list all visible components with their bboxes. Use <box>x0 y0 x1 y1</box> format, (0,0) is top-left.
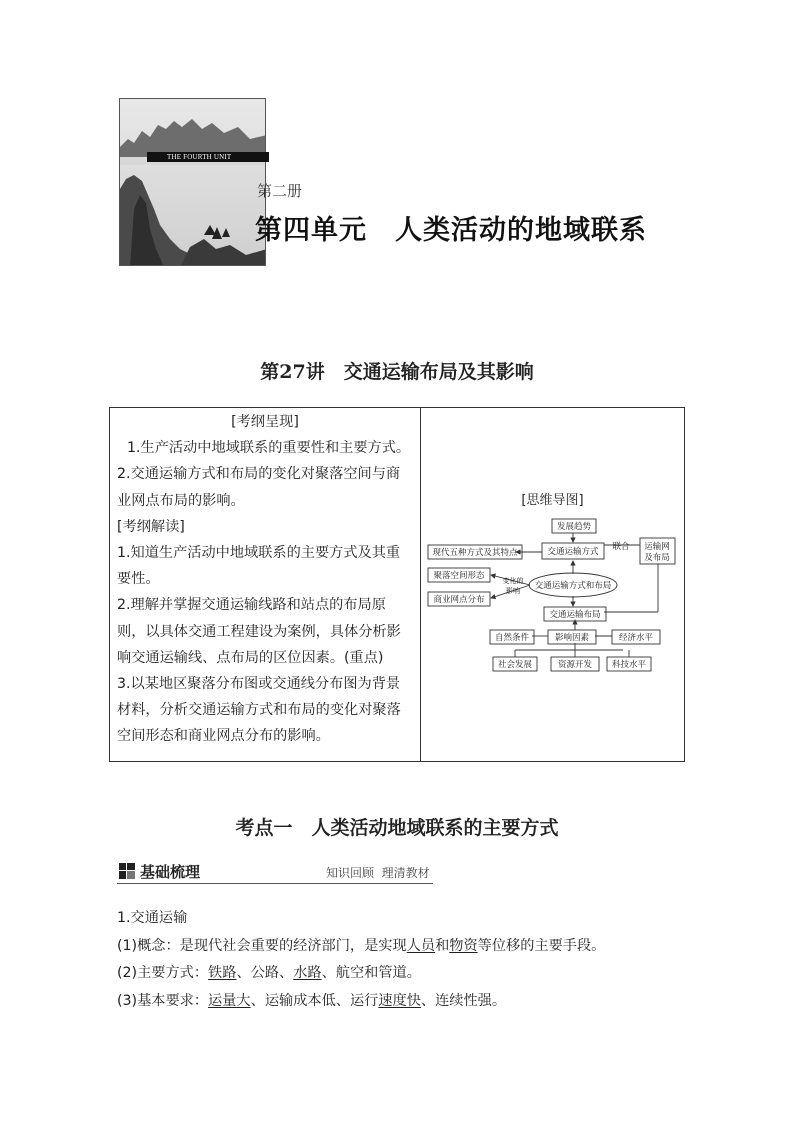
body-line: (2)主要方式：铁路、公路、水路、航空和管道。 <box>117 965 421 981</box>
node-trend: 发展趋势 <box>556 522 592 532</box>
node-network: 运输网 <box>644 542 670 552</box>
lecture-title: 第27讲 交通运输布局及其影响 <box>260 361 534 383</box>
answer-blank: 物资 <box>449 937 478 954</box>
mindmap-heading: [思维导图] <box>521 493 584 508</box>
answer-blank: 人员 <box>406 937 436 954</box>
answer-blank: 速度快 <box>378 992 421 1009</box>
outline-heading-interpretation: [考纲解读] <box>117 518 185 535</box>
outline-item: 1.生产活动中地域联系的重要性和主要方式。 <box>127 440 411 457</box>
answer-blank: 铁路 <box>208 965 237 981</box>
outline-column <box>117 409 413 750</box>
basics-label: 基础梳理 <box>140 863 201 881</box>
answer-blank: 运量大 <box>208 992 251 1009</box>
book-label: 第二册 <box>257 182 303 200</box>
node-impact: 影响 <box>506 587 520 595</box>
unit-cover-image <box>119 98 266 266</box>
unit-banner: THE FOURTH UNIT <box>147 152 269 162</box>
outline-item: 2.交通运输方式和布局的变化对聚落空间与商业网点布局的影响。 <box>117 466 401 509</box>
node-economy: 经济水平 <box>618 633 654 643</box>
body-line: (1)概念：是现代社会重要的经济部门，是实现人员和物资等位移的主要手段。 <box>117 937 606 954</box>
body-line: 1.交通运输 <box>117 910 188 926</box>
node-layout: 交通运输布局 <box>549 610 601 620</box>
body-text <box>117 905 687 1015</box>
table-divider <box>420 407 421 762</box>
node-center: 交通运输方式和布局 <box>534 581 612 591</box>
basics-icon <box>119 863 135 879</box>
outline-item: 2.理解并掌握交通运输线路和站点的布局原则，以具体交通工程建设为案例，具体分析影响交通运输线、点布局的区位因素。(重点) <box>117 597 401 666</box>
node-factors: 影响因素 <box>554 633 590 643</box>
node-link: 联合 <box>612 542 630 552</box>
section-title: 考点一 人类活动地域联系的主要方式 <box>235 817 559 839</box>
outline-heading-presentation: [考纲呈现] <box>231 414 299 430</box>
node-change: 变化的 <box>502 577 524 585</box>
node-tech: 科技水平 <box>611 660 647 670</box>
node-resource: 资源开发 <box>557 660 593 670</box>
node-five-modes: 现代五种方式及其特点 <box>432 548 518 558</box>
node-natural: 自然条件 <box>494 633 530 643</box>
node-network-2: 及布局 <box>644 553 670 563</box>
outline-item: 3.以某地区聚落分布图或交通线分布图为背景材料，分析交通运输方式和布局的变化对聚落空间形态和商业网点分布的影响。 <box>117 676 401 745</box>
divider <box>117 883 433 884</box>
node-settlement: 聚落空间形态 <box>433 571 485 581</box>
outline-item: 1.知道生产活动中地域联系的主要方式及其重要性。 <box>117 545 401 588</box>
unit-title: 第四单元 人类活动的地域联系 <box>255 215 647 246</box>
mind-map-diagram <box>424 512 682 677</box>
answer-blank: 水路 <box>293 965 322 981</box>
node-society: 社会发展 <box>497 660 533 670</box>
basics-tag: 知识回顾 理清教材 <box>326 866 430 880</box>
node-commerce: 商业网点分布 <box>433 595 485 605</box>
node-modes: 交通运输方式 <box>547 547 599 557</box>
body-line: (3)基本要求：运量大、运输成本低、运行速度快、连续性强。 <box>117 992 507 1009</box>
